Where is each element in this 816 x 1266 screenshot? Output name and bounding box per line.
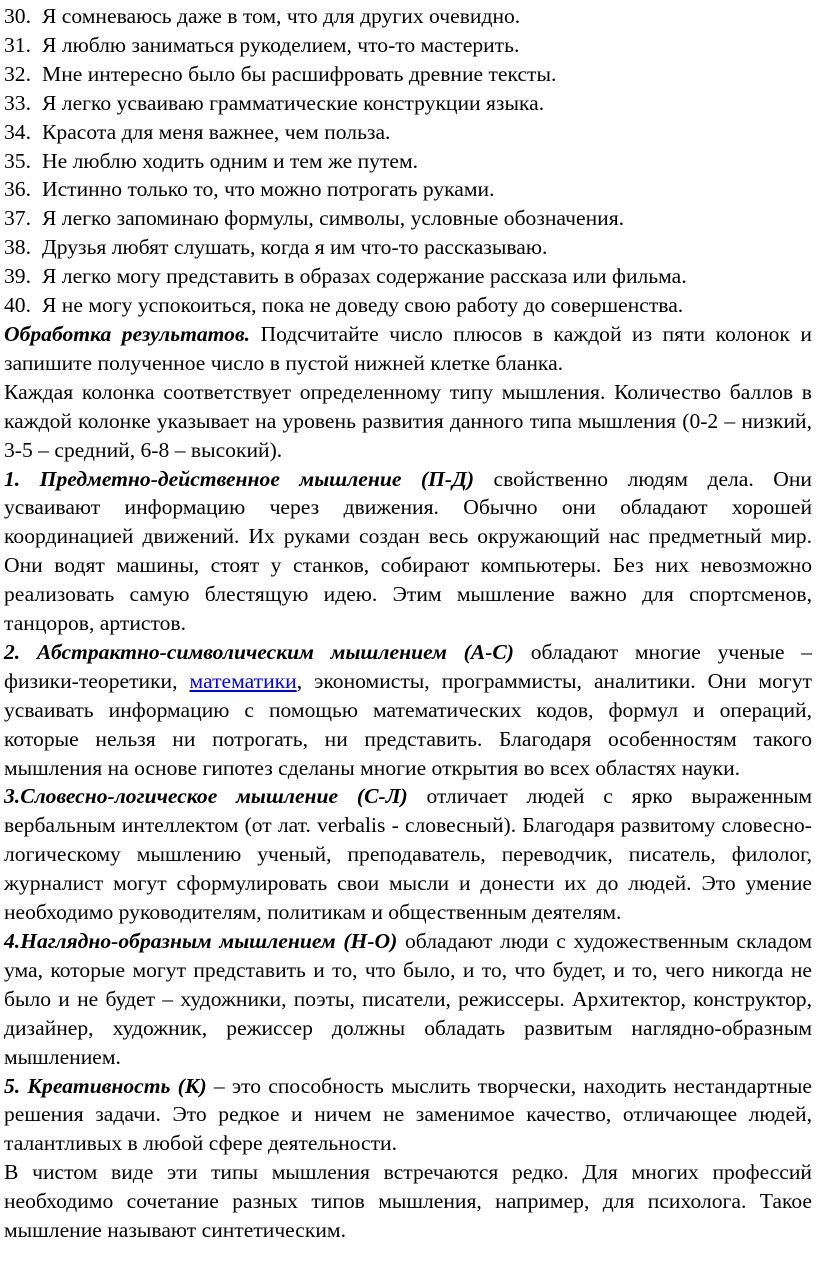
type-1-heading: 1. Предметно-действенное мышление (П-Д) [4,466,475,491]
type-5-text: – это способность мыслить творчески, находить нестандартные решения задачи. Это редкое и ничем не заменимое качество, отличающее людей, талантливых в любой сфере деятельности. [4,1073,812,1156]
type-2-text-after: , экономисты, программисты, аналитики. Они могут усваивать информацию с помощью математических кодов, формул и операций, которые нельзя ни потрогать, ни представить. Благодаря особенностям такого мышления на основе гипотез сделаны многие открытия во всех областях науки. [4,668,812,780]
question-number: 37. [4,206,31,231]
question-number: 34. [4,119,31,144]
list-item [4,31,812,60]
type-2-text-before: обладают многие ученые – физики-теоретики, [4,639,812,693]
processing-heading: Обработка результатов. [4,321,251,346]
processing-paragraph [4,320,812,378]
list-item [4,291,812,320]
question-number: 40. [4,293,31,318]
type-1-text: свойственно людям дела. Они усваивают информацию через движения. Обычно они обладают хорошей координацией движений. Их руками создан весь окружающий нас предметный мир. Они водят машины, стоят у станков, собирают компьютеры. Без них невозможно реализовать самую блестящую идею. Этим мышление важно для спортсменов, танцоров, артистов. [4,466,812,636]
mathematicians-link[interactable]: математики [189,668,297,693]
question-number: 33. [4,90,31,115]
question-number: 38. [4,235,31,260]
question-text: Я легко усваиваю грамматические конструкции языка. [42,90,545,115]
type-3-text: отличает людей с ярко выраженным вербальным интеллектом (от лат. verbalis - словесный). Благодаря развитому словесно-логическому мышлению ученый, преподаватель, переводчик, писатель, филолог, журналист могут сформулировать свои мысли и донести их до людей. Это умение необходимо руководителям, политикам и общественным деятелям. [4,784,812,925]
question-text: Я легко запоминаю формулы, символы, условные обозначения. [42,206,625,231]
type-3-heading: 3.Словесно-логическое мышление (С-Л) [4,784,408,809]
question-text: Я люблю заниматься рукоделием, что-то мастерить. [42,32,520,57]
question-list [4,2,812,320]
question-number: 36. [4,177,31,202]
list-item [4,118,812,147]
list-item [4,175,812,204]
question-number: 32. [4,61,31,86]
type-3-paragraph [4,782,812,927]
processing-text: Подсчитайте число плюсов в каждой из пяти колонок и запишите полученное число в пустой нижней клетке бланка. [4,321,812,375]
type-1-paragraph [4,465,812,638]
question-text: Я легко могу представить в образах содержание рассказа или фильма. [42,264,687,289]
question-text: Истинно только то, что можно потрогать руками. [42,177,495,202]
question-text: Красота для меня важнее, чем польза. [42,119,391,144]
question-number: 35. [4,148,31,173]
question-text: Я не могу успокоиться, пока не доведу свою работу до совершенства. [42,293,684,318]
type-4-text: обладают люди с художественным складом ума, которые могут представить и то, что было, и то, что будет, и то, чего никогда не было и не будет – художники, поэты, писатели, режиссеры. Архитектор, конструктор, дизайнер, художник, режиссер должны обладать развитым наглядно-образным мышлением. [4,929,812,1069]
type-2-heading: 2. Абстрактно-символическим мышлением (А-С) [4,639,514,664]
question-text: Мне интересно было бы расшифровать древние тексты. [42,61,557,86]
type-2-paragraph [4,638,812,783]
columns-note-paragraph: Каждая колонка соответствует определенному типу мышления. Количество баллов в каждой колонке указывает на уровень развития данного типа мышления (0-2 – низкий, 3-5 – средний, 6-8 – высокий). [4,379,812,462]
type-5-heading: 5. Креативность (К) [4,1073,207,1098]
question-text: Друзья любят слушать, когда я им что-то рассказываю. [42,235,548,260]
question-text: Я сомневаюсь даже в том, что для других очевидно. [42,4,521,28]
list-item [4,89,812,118]
type-5-paragraph [4,1072,812,1159]
type-4-paragraph [4,927,812,1072]
list-item [4,2,812,31]
list-item [4,262,812,291]
question-number: 30. [4,4,31,28]
type-4-heading: 4.Наглядно-образным мышлением (Н-О) [4,929,398,953]
question-text: Не люблю ходить одним и тем же путем. [42,148,419,173]
question-number: 31. [4,32,31,57]
list-item [4,147,812,176]
list-item [4,233,812,262]
conclusion-paragraph: В чистом виде эти типы мышления встречаются редко. Для многих профессий необходимо сочетание разных типов мышления, например, для психолога. Такое мышление называют синтетическим. [4,1160,812,1243]
list-item [4,60,812,89]
list-item [4,204,812,233]
question-number: 39. [4,264,31,289]
